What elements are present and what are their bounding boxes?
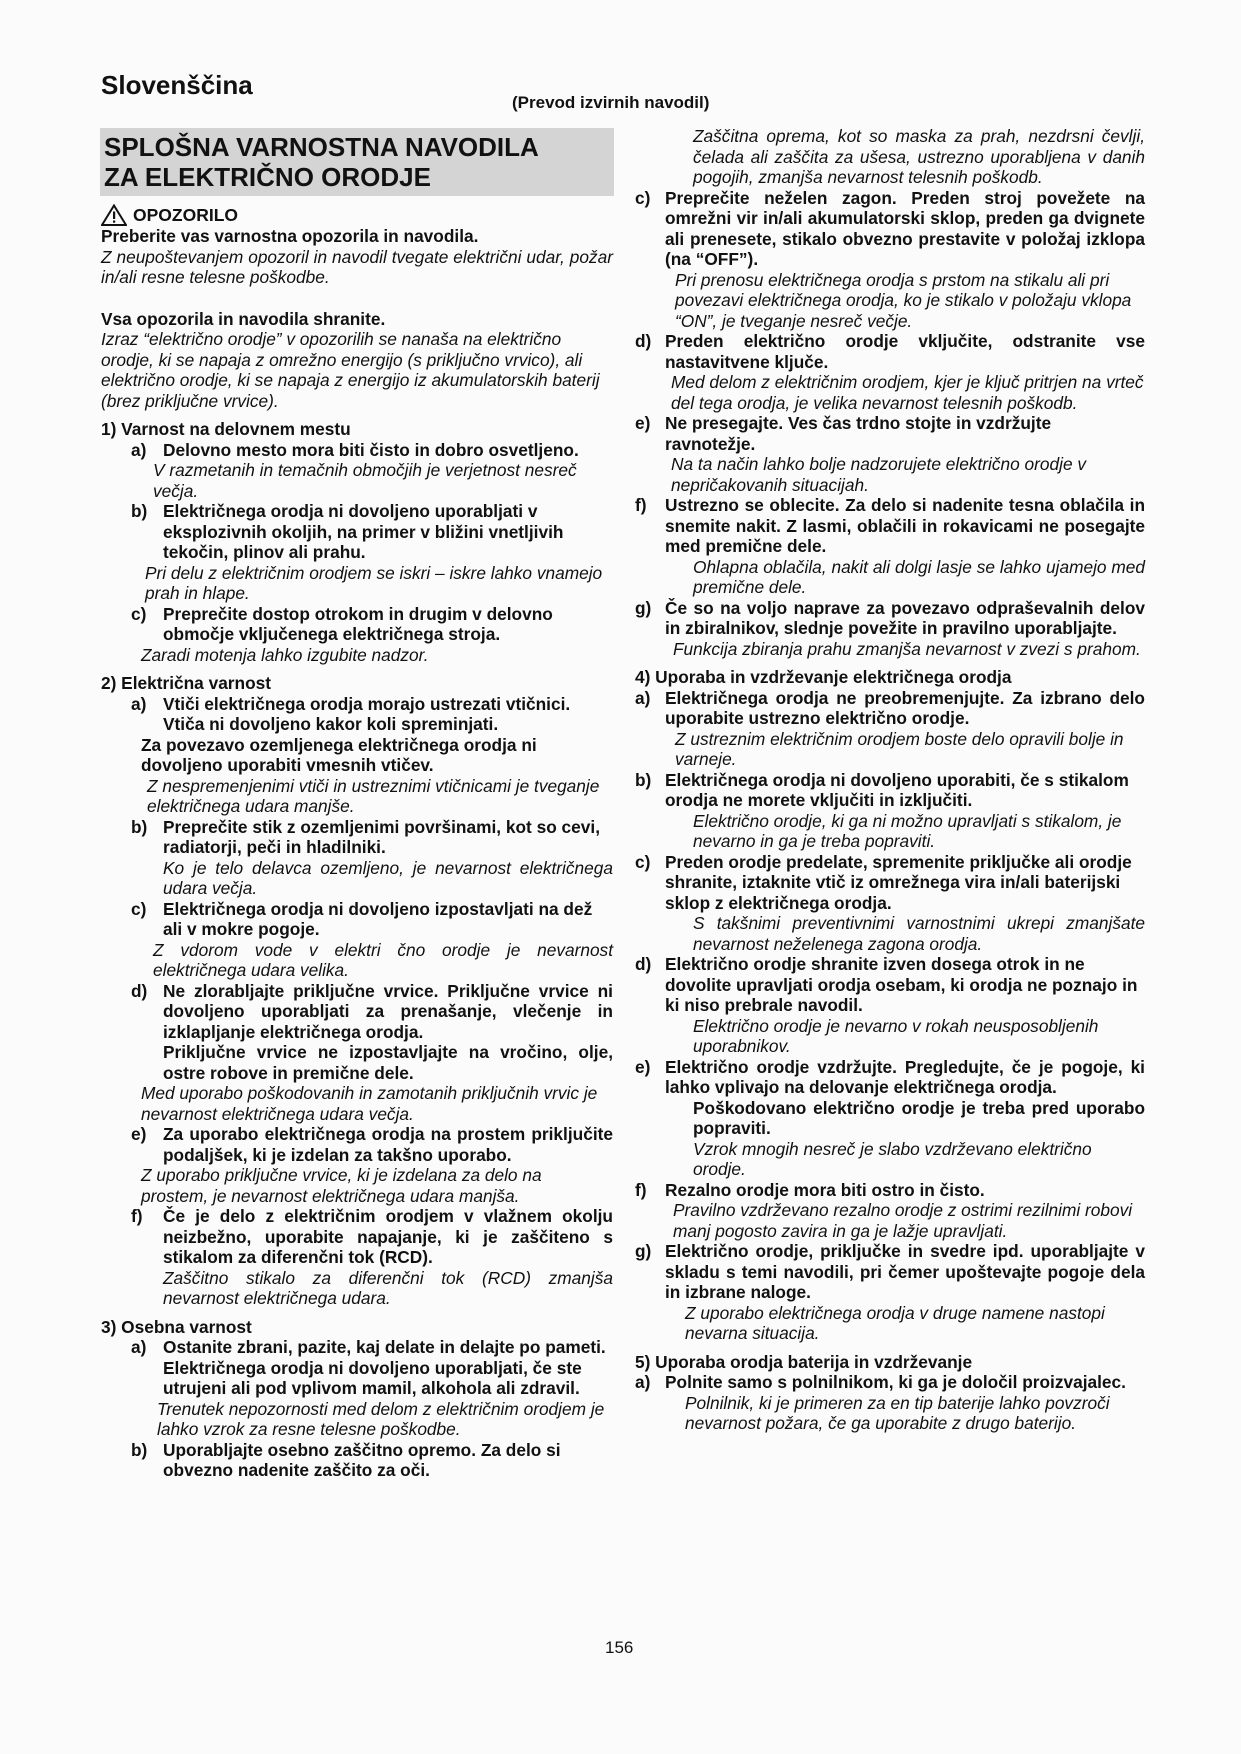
item-note: Z uporabo priključne vrvice, ki je izdelana za delo na prostem, je nevarnost električnega udara manjša.	[141, 1165, 542, 1206]
item-bold: Električno orodje, priključke in svedre ipd. uporabljajte v skladu s temi navodili, pri čemer upoštevajte pogoje dela in izbrane naloge.	[665, 1241, 1145, 1302]
item-note: Zaradi motenja lahko izgubite nadzor.	[141, 644, 429, 665]
item-bold: Uporabljajte osebno zaščitno opremo. Za delo si obvezno nadenite zaščito za oči.	[163, 1439, 561, 1480]
list-item	[101, 899, 613, 940]
list-item	[101, 1206, 613, 1268]
item-bold: Vtiča ni dovoljeno kakor koli spreminjati.	[163, 714, 499, 734]
language-title: Slovenščina	[101, 70, 253, 100]
warning-label: OPOZORILO	[133, 204, 238, 225]
item-bold: Priključne vrvice ne izpostavljajte na vročino, olje, ostre robove in premične dele.	[163, 1042, 613, 1083]
item-bold: Rezalno orodje mora biti ostro in čisto.	[665, 1179, 985, 1200]
item-bold: Električnega orodja ni dovoljeno uporabiti, če s stikalom orodja ne morete vključiti in izključiti.	[665, 769, 1129, 810]
item-bold: Preden električno orodje vključite, odstranite vse nastavitvene ključe.	[665, 331, 1145, 372]
item-bold: Delovno mesto mora biti čisto in dobro osvetljeno.	[163, 439, 579, 460]
keep-italic: Izraz “električno orodje” v opozorilih se nanaša na električno orodje, ki se napaja z omrežno energijo (s priključno vrvico), ali električno orodje, ki se napaja z energijo iz akumulatorskih baterij (brez priključne vrvice).	[101, 329, 600, 411]
list-item	[101, 1124, 613, 1165]
item-bold: Preprečite stik z ozemljenimi površinami, kot so cevi, radiatorji, peči in hladilniki.	[163, 816, 600, 857]
list-item	[101, 1440, 613, 1481]
list-item	[101, 501, 613, 563]
item-label: g)	[635, 597, 652, 618]
item-label: c)	[635, 187, 651, 208]
list-item	[635, 954, 1145, 1016]
section-3-title: 3) Osebna varnost	[101, 1316, 252, 1337]
item-bold: Če so na voljo naprave za povezavo odpraševalnih delov in zbiralnikov, slednje povežite in pravilno uporabljajte.	[665, 597, 1145, 638]
item-note: Ohlapna oblačila, nakit ali dolgi lasje se lahko ujamejo med premične dele.	[693, 556, 1145, 597]
item-label: e)	[635, 413, 651, 433]
item-note: S takšnimi preventivnimi varnostnimi ukrepi zmanjšate nevarnost neželenega zagona orodja.	[693, 913, 1145, 954]
item-note: Z ustreznim električnim orodjem boste delo opravili bolje in varneje.	[675, 728, 1124, 769]
item-note: Z nespremenjenimi vtiči in ustreznimi vtičnicami je tveganje električnega udara manjše.	[147, 775, 600, 816]
item-note: V razmetanih in temačnih območjih je verjetnost nesreč večja.	[153, 460, 577, 501]
heading-line-1: SPLOŠNA VARNOSTNA NAVODILA	[104, 132, 539, 162]
item-bold: Polnite samo s polnilnikom, ki ga je določil proizvajalec.	[665, 1372, 1126, 1392]
list-item	[635, 598, 1145, 639]
warning-block	[101, 204, 613, 226]
item-label: f)	[131, 1206, 143, 1226]
heading-line-2: ZA ELEKTRIČNO ORODJE	[104, 162, 431, 192]
list-item	[635, 1180, 1145, 1201]
intro-italic: Z neupoštevanjem opozoril in navodil tvegate električni udar, požar in/ali resne telesne poškodbe.	[101, 246, 613, 287]
list-item	[635, 770, 1145, 811]
section-5-title: 5) Uporaba orodja baterija in vzdrževanje	[635, 1351, 973, 1372]
translation-subtitle: (Prevod izvirnih navodil)	[512, 93, 710, 112]
item-note: Pravilno vzdrževano rezalno orodje z ostrimi rezilnimi robovi manj pogosto zavira in ga je lažje upravljati.	[673, 1200, 1133, 1241]
item-bold: Preprečite neželen zagon. Preden stroj povežete na omrežni vir in/ali akumulatorski sklop, preden ga dvignete ali prenesete, stikalo obvezno prestavite v položaj izklopa (na “OFF”).	[665, 187, 1145, 269]
item-note: Zaščitna oprema, kot so maska za prah, nezdrsni čevlji, čelada ali zaščita za ušesa, ustrezno uporabljena v danih pogojih, zmanjša nevarnost telesnih poškodb.	[693, 126, 1145, 187]
item-bold: Vtiči električnega orodja morajo ustrezati vtičnici.	[163, 693, 571, 714]
item-label: e)	[635, 1056, 651, 1077]
list-item	[101, 817, 613, 858]
list-item	[635, 331, 1145, 372]
item-label: b)	[131, 1439, 148, 1460]
item-label: a)	[131, 693, 147, 714]
item-bold: Ustrezno se oblecite. Za delo si nadenite tesna oblačila in snemite nakit. Z lasmi, oblačili in rokavicami ne posegajte med premične dele.	[665, 495, 1145, 556]
item-note: Z uporabo električnega orodja v druge namene nastopi nevarna situacija.	[685, 1302, 1105, 1343]
item-label: a)	[635, 687, 651, 708]
item-label: d)	[635, 954, 652, 974]
item-label: c)	[131, 603, 147, 624]
list-item	[635, 495, 1145, 557]
list-item	[635, 413, 1145, 454]
right-column	[635, 126, 1145, 1434]
item-note: Vzrok mnogih nesreč je slabo vzdrževano električno orodje.	[693, 1138, 1092, 1179]
item-note: Pri prenosu električnega orodja s prstom na stikalu ali pri povezavi električnega orodja, ko je stikalo v položaju vklopa “ON”, je tveganje nesreč večje.	[675, 269, 1132, 331]
item-label: c)	[635, 851, 651, 872]
intro-bold: Preberite vas varnostna opozorila in navodila.	[101, 226, 479, 246]
section-1-title: 1) Varnost na delovnem mestu	[101, 419, 351, 439]
item-bold: Za povezavo ozemljenega električnega orodja ni dovoljeno uporabiti vmesnih vtičev.	[141, 734, 537, 775]
item-bold: Ne presegajte. Ves čas trdno stojte in vzdržujte ravnotežje.	[665, 413, 1052, 454]
item-label: b)	[635, 769, 652, 790]
item-label: d)	[635, 331, 652, 351]
item-bold: Električnega orodja ni dovoljeno uporabljati v eksplozivnih okoljih, na primer v bližini vnetljivih tekočin, plinov ali prahu.	[163, 501, 564, 562]
item-bold: Poškodovano električno orodje je treba pred uporabo popraviti.	[693, 1097, 1145, 1138]
item-bold: Za uporabo električnega orodja na prostem priključite podaljšek, ki je izdelan za takšno uporabo.	[163, 1124, 613, 1165]
item-note: Z vdorom vode v elektri čno orodje je nevarnost električnega udara velika.	[153, 939, 613, 980]
item-label: a)	[131, 1337, 147, 1357]
item-note: Električno orodje, ki ga ni možno upravljati s stikalom, je nevarno in ga je treba popraviti.	[693, 810, 1122, 851]
list-item	[635, 1372, 1145, 1393]
item-label: g)	[635, 1241, 652, 1261]
item-bold: Električno orodje vzdržujte. Pregledujte, če je pogoje, ki lahko vplivajo na delovanje električnega orodja.	[665, 1056, 1145, 1097]
item-bold: Ne zlorabljajte priključne vrvice. Priključne vrvice ni dovoljeno uporabljati za prenašanje, vlečenje in izklapljanje električnega orodja.	[163, 980, 613, 1042]
list-item	[101, 1337, 613, 1358]
item-note: Trenutek nepozornosti med delom z električnim orodjem je lahko vzrok za resne telesne poškodbe.	[157, 1398, 605, 1439]
list-item	[101, 981, 613, 1043]
list-item	[101, 694, 613, 715]
list-item	[635, 1241, 1145, 1303]
item-label: f)	[635, 495, 647, 515]
item-bold: Električnega orodja ne preobremenjujte. Za izbrano delo uporabite ustrezno električno orodje.	[665, 687, 1145, 728]
item-label: a)	[635, 1372, 651, 1392]
item-label: b)	[131, 501, 148, 521]
warning-triangle-icon	[101, 204, 127, 226]
item-note: Ko je telo delavca ozemljeno, je nevarnost električnega udara večja.	[163, 857, 613, 898]
list-item	[635, 688, 1145, 729]
item-label: f)	[635, 1179, 647, 1200]
item-label: d)	[131, 980, 148, 1001]
list-item	[635, 188, 1145, 270]
item-bold: Če je delo z električnim orodjem v vlažnem okolju neizbežno, uporabite napajanje, ki je zaščiteno s stikalom za diferenčni tok (RCD).	[163, 1206, 613, 1267]
item-note: Polnilnik, ki je primeren za en tip baterije lahko povzroči nevarnost požara, če ga uporabite z drugo baterijo.	[685, 1392, 1110, 1433]
item-note: Pri delu z električnim orodjem se iskri – iskre lahko vnamejo prah in hlape.	[145, 562, 603, 603]
section-4-title: 4) Uporaba in vzdrževanje električnega orodja	[635, 667, 1012, 687]
item-note: Na ta način lahko bolje nadzorujete električno orodje v nepričakovanih situacijah.	[671, 454, 1087, 495]
keep-bold: Vsa opozorila in navodila shranite.	[101, 308, 386, 329]
section-2-title: 2) Električna varnost	[101, 673, 272, 693]
item-bold: Električno orodje shranite izven dosega otrok in ne dovolite upravljati orodja osebam, ki orodja ne poznajo in ki niso prebrale navodil.	[665, 954, 1138, 1015]
section-heading	[100, 128, 614, 196]
item-label: a)	[131, 439, 147, 460]
list-item	[635, 852, 1145, 914]
item-label: c)	[131, 898, 147, 919]
item-bold: Električnega orodja ni dovoljeno uporabljati, če ste utrujeni ali pod vplivom mamil, alkohola ali zdravil.	[163, 1357, 582, 1398]
item-note: Električno orodje je nevarno v rokah neusposobljenih uporabnikov.	[693, 1015, 1099, 1056]
item-bold: Električnega orodja ni dovoljeno izpostavljati na dež ali v mokre pogoje.	[163, 898, 593, 939]
list-item	[635, 1057, 1145, 1098]
item-note: Med delom z električnim orodjem, kjer je ključ pritrjen na vrteč del tega orodja, je velika nevarnost telesnih poškodb.	[671, 372, 1144, 413]
item-bold: Ostanite zbrani, pazite, kaj delate in delajte po pameti.	[163, 1337, 606, 1357]
item-label: e)	[131, 1124, 147, 1144]
item-bold: Preprečite dostop otrokom in drugim v delovno območje vključenega električnega stroja.	[163, 603, 553, 644]
item-note: Med uporabo poškodovanih in zamotanih priključnih vrvic je nevarnost električnega udara večja.	[141, 1083, 598, 1124]
item-label: b)	[131, 816, 148, 837]
list-item	[101, 604, 613, 645]
item-note: Funkcija zbiranja prahu zmanjša nevarnost v zvezi s prahom.	[673, 638, 1141, 659]
list-item	[101, 440, 613, 461]
item-bold: Preden orodje predelate, spremenite priključke ali orodje shranite, iztaknite vtič iz omrežnega vira in/ali baterijski sklop z električnega orodja.	[665, 851, 1132, 913]
page-number: 156	[605, 1638, 634, 1657]
left-column	[101, 128, 613, 1481]
item-note: Zaščitno stikalo za diferenčni tok (RCD) zmanjša nevarnost električnega udara.	[163, 1267, 613, 1308]
